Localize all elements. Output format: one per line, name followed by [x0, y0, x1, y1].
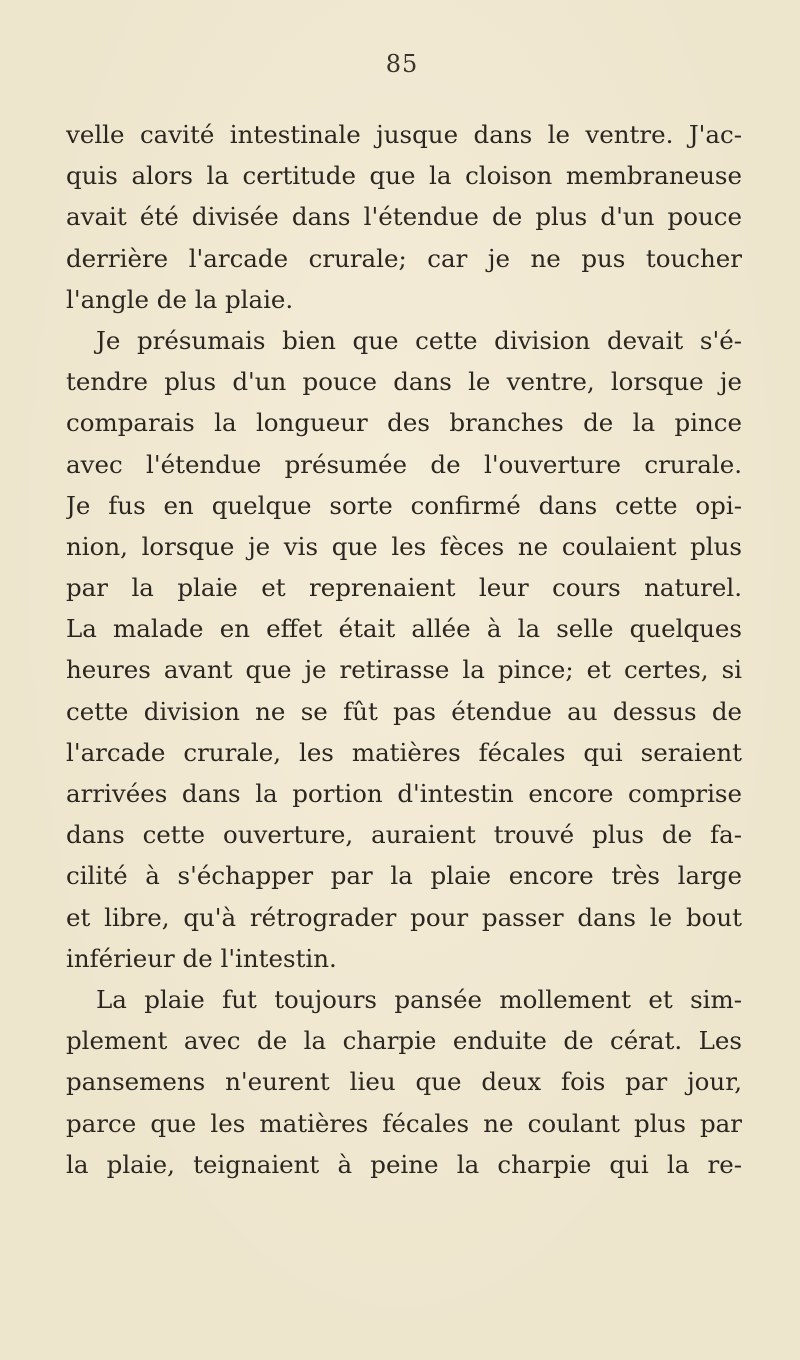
text-line: comparais la longueur des branches de la pince: [66, 408, 742, 438]
text-line: cette division ne se fût pas étendue au dessus de: [66, 696, 742, 726]
text-line: Je fus en quelque sorte confirmé dans cette opi-: [66, 490, 742, 520]
text-line: La malade en effet était allée à la selle quelques: [66, 614, 742, 644]
text-line: pansemens n'eurent lieu que deux fois par jour,: [66, 1067, 742, 1097]
text-line: la plaie, teignaient à peine la charpie qui la re-: [66, 1149, 742, 1179]
text-line: l'arcade crurale, les matières fécales qui seraient: [66, 737, 742, 767]
text-line: avait été divisée dans l'étendue de plus d'un pouce: [66, 202, 742, 232]
text-line: velle cavité intestinale jusque dans le ventre. J'ac-: [66, 120, 742, 149]
text-line: dans cette ouverture, auraient trouvé plus de fa-: [66, 820, 742, 850]
text-line: derrière l'arcade crurale; car je ne pus toucher: [66, 243, 742, 273]
text-line: avec l'étendue présumée de l'ouverture crurale.: [66, 449, 742, 479]
text-line: quis alors la certitude que la cloison membraneuse: [66, 161, 742, 191]
paragraph-first-line: La plaie fut toujours pansée mollement et sim-: [96, 984, 742, 1014]
text-line: et libre, qu'à rétrograder pour passer dans le bout: [66, 902, 742, 932]
text-line: tendre plus d'un pouce dans le ventre, lorsque je: [66, 367, 742, 397]
body-text: [66, 114, 742, 1185]
text-line: plement avec de la charpie enduite de cérat. Les: [66, 1026, 742, 1056]
text-line: par la plaie et reprenaient leur cours naturel.: [66, 573, 742, 603]
paragraph-first-line: Je présumais bien que cette division devait s'é-: [96, 325, 742, 355]
text-line: inférieur de l'intestin.: [66, 943, 337, 973]
text-line: heures avant que je retirasse la pince; et certes, si: [66, 655, 742, 685]
text-line: cilité à s'échapper par la plaie encore très large: [66, 861, 742, 891]
text-line: arrivées dans la portion d'intestin encore comprise: [66, 779, 742, 808]
page-number: 85: [385, 50, 419, 78]
text-line: nion, lorsque je vis que les fèces ne coulaient plus: [66, 531, 742, 561]
text-line: parce que les matières fécales ne coulant plus par: [66, 1108, 742, 1138]
text-line: l'angle de la plaie.: [66, 284, 294, 314]
